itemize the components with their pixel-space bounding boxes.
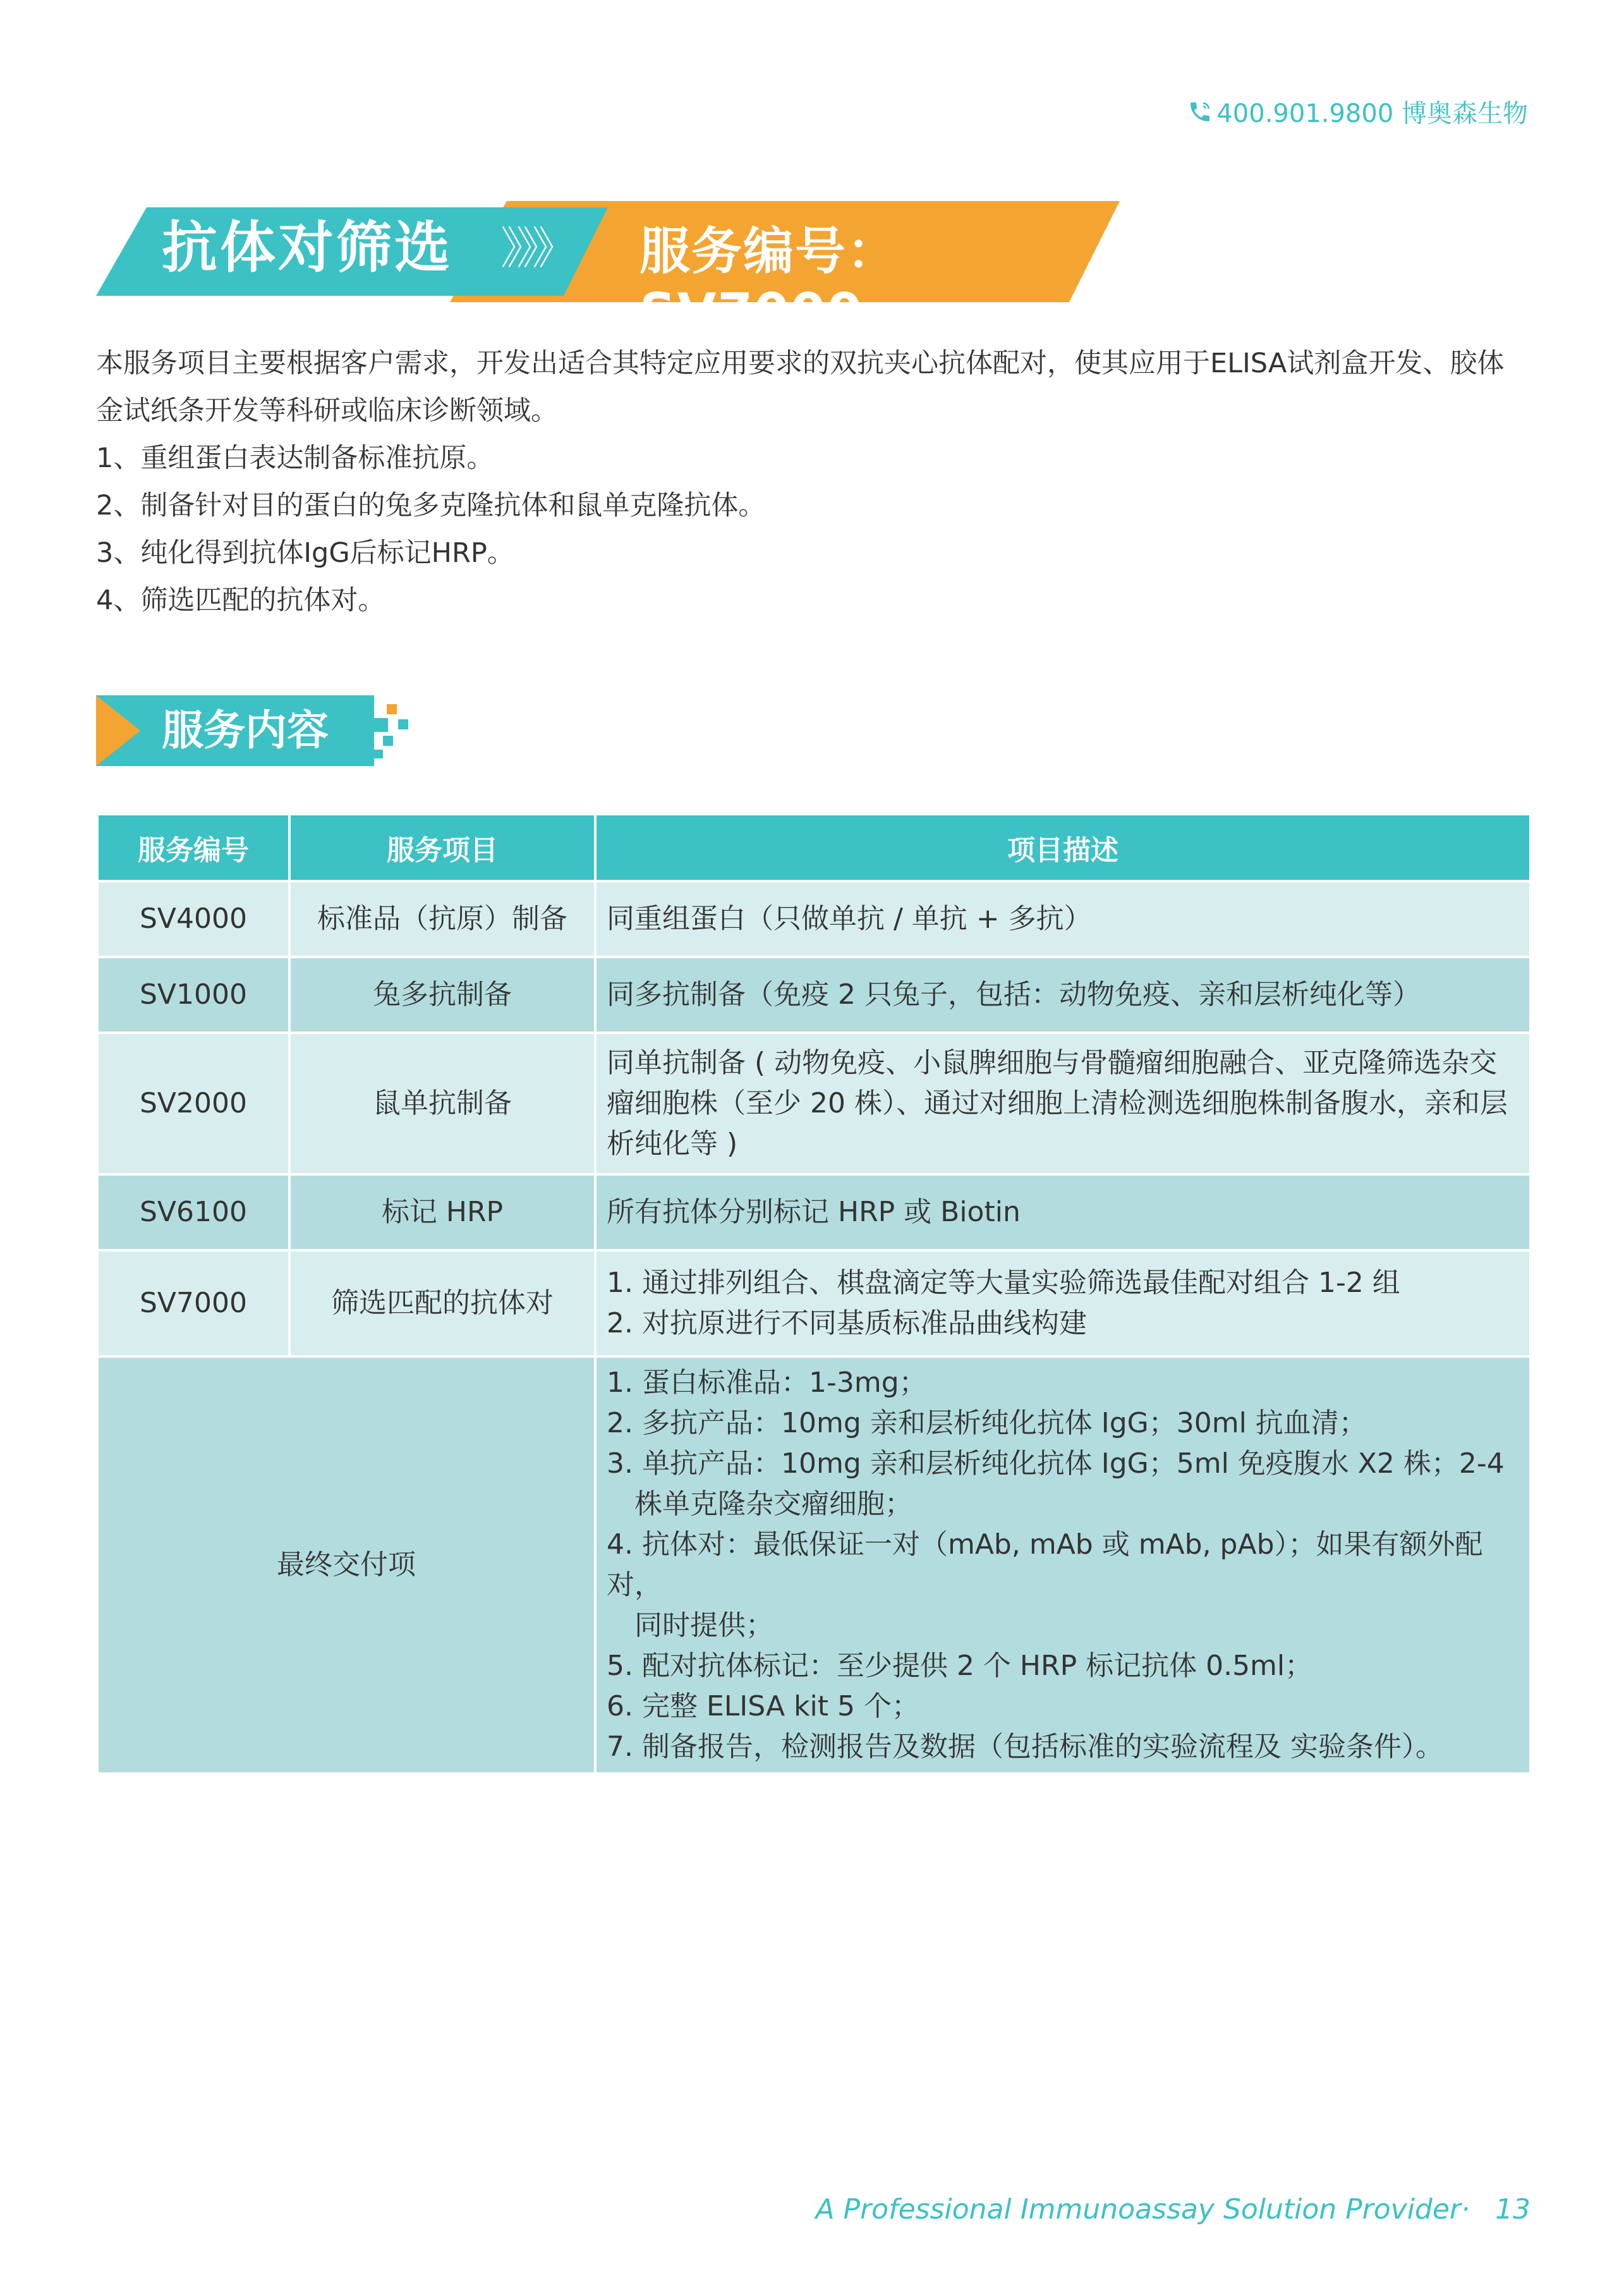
table-row (97, 1250, 1530, 1356)
title-banner (96, 201, 1120, 341)
banner-arrows: 》》》 (500, 222, 570, 274)
service-desc: 所有抗体分别标记 HRP 或 Biotin (595, 1174, 1530, 1250)
table-row (97, 1033, 1530, 1174)
banner-service-code: 服务编号：SV7000 (639, 222, 899, 341)
service-desc: 同多抗制备（免疫 2 只兔子，包括：动物免疫、亲和层析纯化等） (595, 957, 1530, 1033)
final-deliverables-label: 最终交付项 (97, 1356, 595, 1774)
footer (815, 2193, 1530, 2226)
deliverable-line: 7. 制备报告，检测报告及数据（包括标准的实验流程及 实验条件）。 (607, 1731, 1443, 1763)
intro-item: 1、重组蛋白表达制备标准抗原。 (96, 442, 494, 474)
section-header (96, 695, 425, 766)
service-desc: 同重组蛋白（只做单抗 / 单抗 + 多抗） (595, 881, 1530, 957)
table-row (97, 881, 1530, 957)
page-number: 13 (1495, 2193, 1530, 2226)
service-item: 标准品（抗原）制备 (289, 881, 595, 957)
phone-icon (1187, 99, 1213, 125)
intro-item: 4、筛选匹配的抗体对。 (96, 585, 385, 616)
service-item: 筛选匹配的抗体对 (289, 1250, 595, 1356)
desc-line: 1. 通过排列组合、棋盘滴定等大量实验筛选最佳配对组合 1-2 组 (607, 1267, 1400, 1299)
deliverable-line: 株单克隆杂交瘤细胞； (634, 1488, 912, 1520)
service-desc: 同单抗制备 ( 动物免疫、小鼠脾细胞与骨髓瘤细胞融合、亚克隆筛选杂交瘤细胞株（至少 20 株）、通过对细胞上清检测选细胞株制备腹水，亲和层析纯化等 ) (595, 1033, 1530, 1174)
table-header: 服务编号 (97, 814, 289, 881)
table-row (97, 1174, 1530, 1250)
header-contact (1187, 94, 1528, 130)
table-row (97, 957, 1530, 1033)
section-title: 服务内容 (162, 706, 329, 755)
table-header: 服务项目 (289, 814, 595, 881)
deliverable-line: 5. 配对抗体标记：至少提供 2 个 HRP 标记抗体 0.5ml； (607, 1650, 1313, 1682)
intro-item: 2、制备针对目的蛋白的兔多克隆抗体和鼠单克隆抗体。 (96, 490, 766, 521)
service-table (96, 813, 1532, 1775)
service-code: SV7000 (97, 1250, 289, 1356)
service-code: SV2000 (97, 1033, 289, 1174)
final-deliverables-list (595, 1356, 1530, 1774)
banner-title: 抗体对筛选 (162, 215, 453, 280)
deliverable-line: 4. 抗体对：最低保证一对（mAb, mAb 或 mAb, pAb）；如果有额外配对， (607, 1528, 1483, 1601)
footer-tagline: A Professional Immunoassay Solution Provider· (815, 2193, 1470, 2226)
service-item: 标记 HRP (289, 1174, 595, 1250)
service-code: SV1000 (97, 957, 289, 1033)
deliverable-line: 6. 完整 ELISA kit 5 个； (607, 1690, 919, 1722)
service-code: SV6100 (97, 1174, 289, 1250)
deliverable-line: 1. 蛋白标准品：1-3mg； (607, 1367, 927, 1399)
service-item: 鼠单抗制备 (289, 1033, 595, 1174)
service-item: 兔多抗制备 (289, 957, 595, 1033)
decorative-dots-icon (374, 695, 418, 766)
intro-text (96, 340, 1530, 624)
deliverable-line: 2. 多抗产品：10mg 亲和层析纯化抗体 IgG；30ml 抗血清； (607, 1407, 1367, 1439)
intro-paragraph: 本服务项目主要根据客户需求，开发出适合其特定应用要求的双抗夹心抗体配对，使其应用于ELISA试剂盒开发、胶体金试纸条开发等科研或临床诊断领域。 (96, 348, 1505, 427)
service-code: SV4000 (97, 881, 289, 957)
desc-line: 2. 对抗原进行不同基质标准品曲线构建 (607, 1307, 1087, 1339)
table-row-final (97, 1356, 1530, 1774)
deliverable-line: 3. 单抗产品：10mg 亲和层析纯化抗体 IgG；5ml 免疫腹水 X2 株；2-4 (607, 1447, 1505, 1480)
intro-item: 3、纯化得到抗体IgG后标记HRP。 (96, 537, 514, 569)
service-desc (595, 1250, 1530, 1356)
contact-text: 400.901.9800 博奥森生物 (1216, 99, 1528, 128)
table-header: 项目描述 (595, 814, 1530, 881)
deliverable-line: 同时提供； (634, 1609, 773, 1641)
